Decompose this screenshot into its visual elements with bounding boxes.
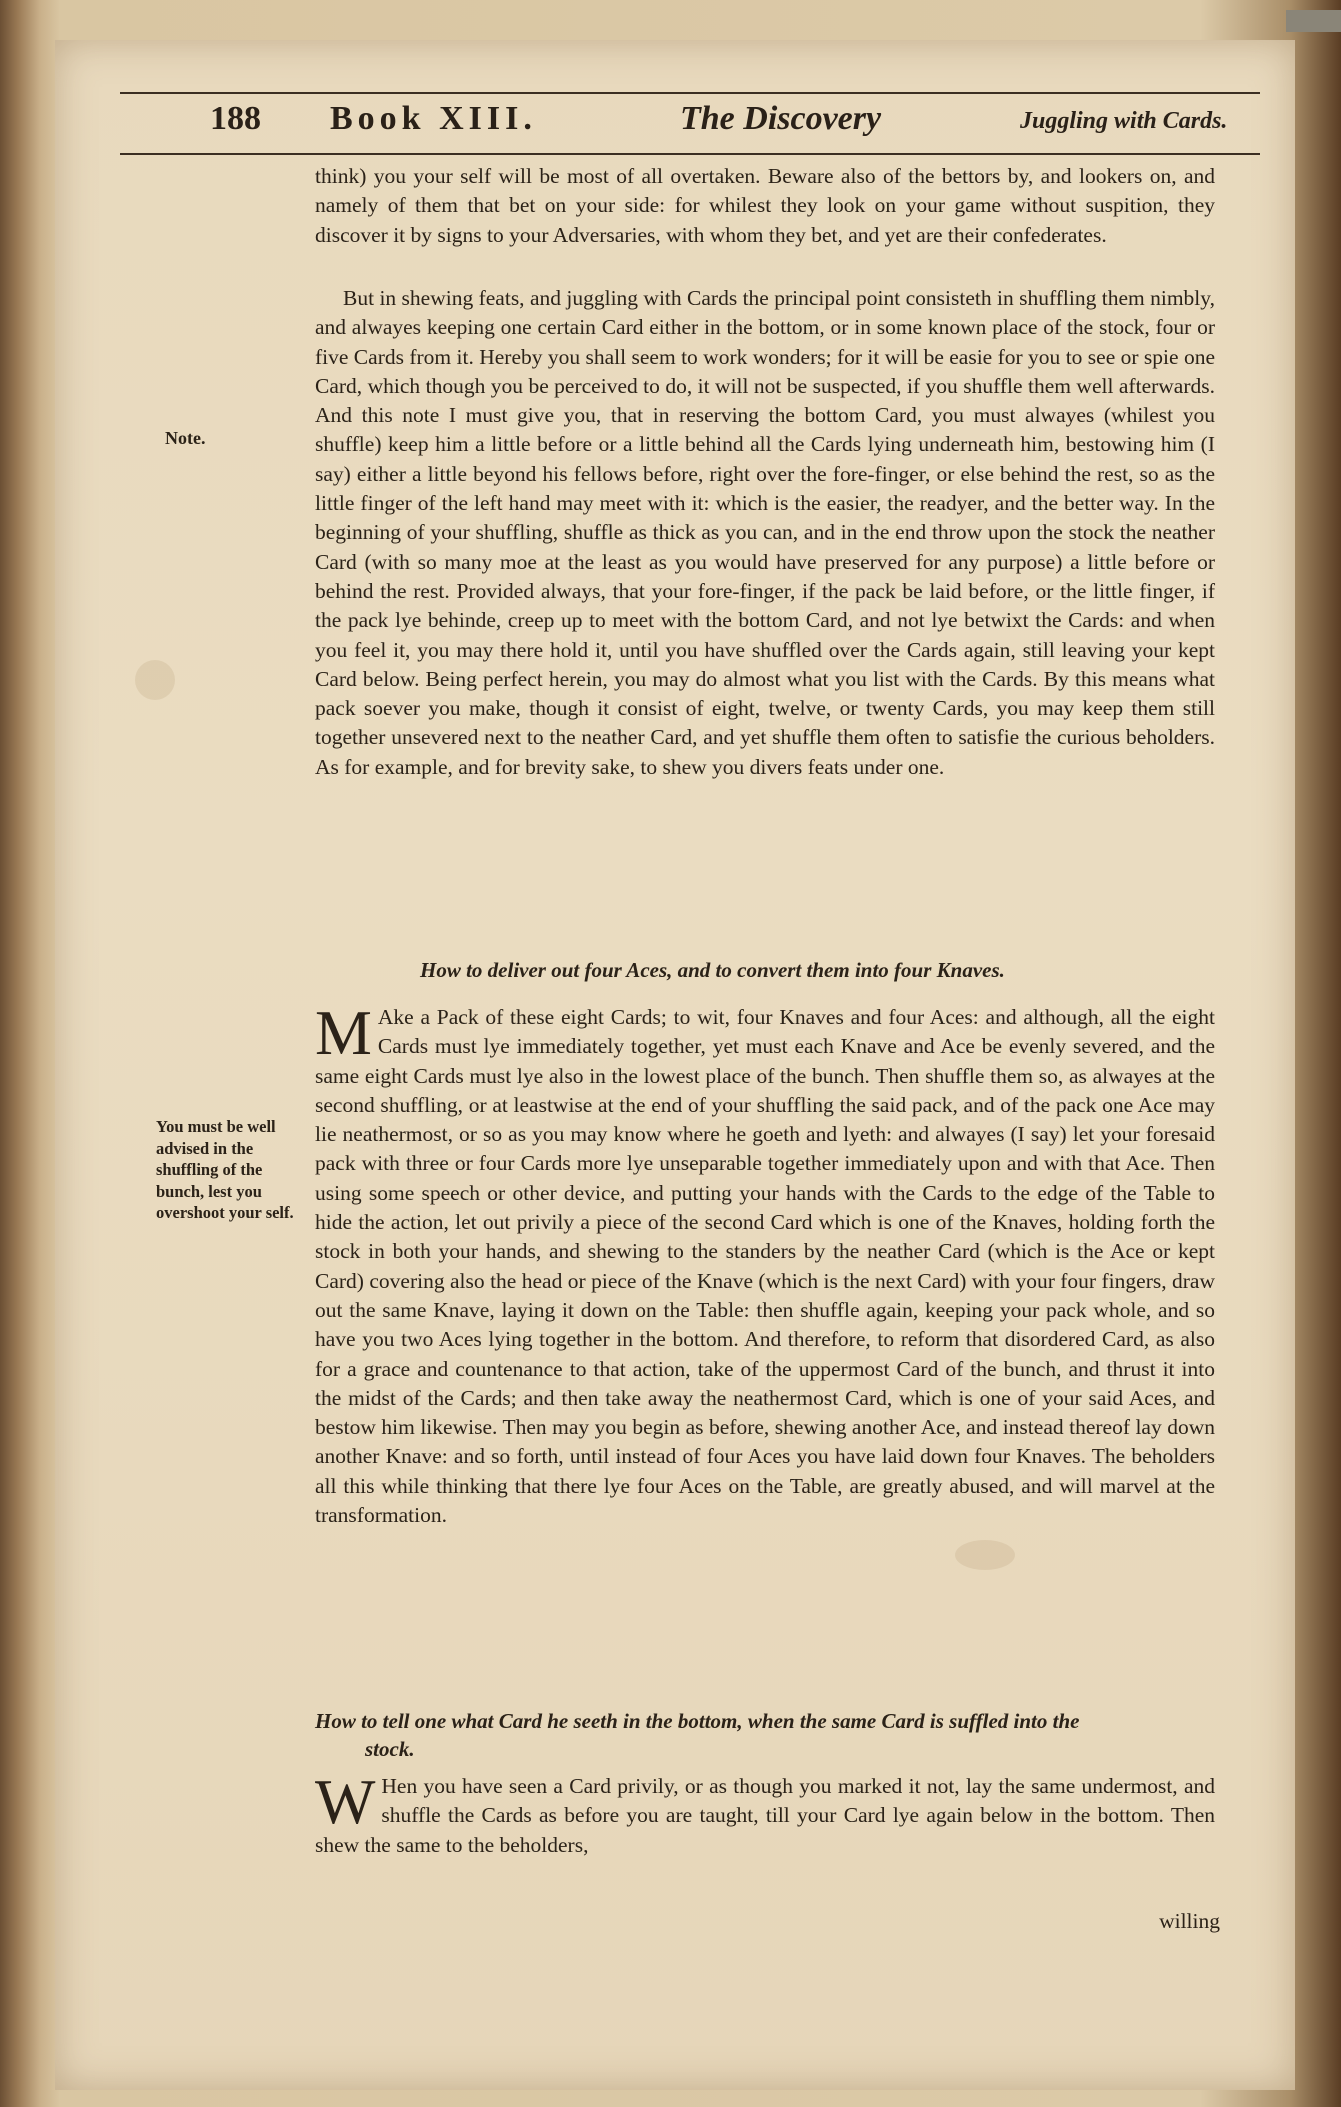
section-heading-bottom-card [315,1707,1215,1763]
running-title: The Discovery [680,100,882,137]
section-heading-line-1: How to tell one what Card he seeth in the bottom, when the same Card is suffled into the [315,1709,1080,1733]
drop-cap-w: W [315,1766,376,1837]
book-label: Book XIII. [330,100,537,137]
header-rule-bottom [120,153,1260,155]
paragraph-4 [315,1766,1215,1860]
running-subject: Juggling with Cards. [1020,108,1228,134]
header-rule-top [120,92,1260,94]
paper-stain [135,660,175,700]
section-heading-line-2: stock. [365,1737,415,1761]
paragraph-2: But in shewing feats, and juggling with Cards the principal point consisteth in shuffling them nimbly, and alwayes keeping one certain Card either in the bottom, or in some known place of the stock, four or five Cards from it. Hereby you shall seem to work wonders; for it will be easie for you to see or spie one Card, which though you be perceived to do, it will not be suspected, if you shuffle them well afterwards. And this note I must give you, that in reserving the bottom Card, you must alwayes (whilest you shuffle) keep him a little before or a little behind all the Cards lying underneath him, bestowing him (I say) either a little beyond his fellows before, right over the fore-finger, or else behind the rest, so as the little finger of the left hand may meet with it: which is the easier, the readyer, and the better way. In the beginning of your shuffling, shuffle as thick as you can, and in the end throw upon the stock the neather Card (with so many moe at the least as you would have preserved for any purpose) a little before or behind the rest. Provided always, that your fore-finger, if the pack be laid before, or the little finger, if the pack lye behinde, creep up to meet with the bottom Card, and not lye betwixt the Cards: and when you feel it, you may there hold it, until you have shuffled over the Cards again, still leaving your kept Card below. Being perfect herein, you may do almost what you list with the Cards. By this means what pack soever you make, though it consist of eight, twelve, or twenty Cards, you may keep them still together unsevered next to the neather Card, and yet shuffle them often to satisfie the curious beholders. As for example, and for brevity sake, to shew you divers feats under one. [315,286,1215,779]
running-head [120,100,1260,150]
margin-note-shuffling: You must be well advised in the shuffling of the bunch, lest you overshoot your self. [156,1117,294,1222]
section-heading-aces: How to deliver out four Aces, and to convert them into four Knaves. [420,958,1005,982]
page-number: 188 [210,100,261,137]
paper-stain [955,1540,1015,1570]
paragraph-4-text: Hen you have seen a Card privily, or as though you marked it not, lay the same undermost, and shuffle the Cards as before you are taught, till your Card lye again below in the bottom. Then shew the same to the beholders, [315,1774,1215,1857]
margin-note-note: Note. [165,428,206,448]
paragraph-3-text: Ake a Pack of these eight Cards; to wit, four Knaves and four Aces: and although, all the eight Cards must lye immediately together, yet must each Knave and Ace be evenly severed, and the same eight Cards must lye also in the lowest place of the bunch. Then shuffle them so, as alwayes at the second shuffling, or at leastwise at the end of your shuffling the said pack, and of the pack one Ace may lie neathermost, or so as you may know where he goeth and lyeth: and alwayes (I say) let your foresaid pack with three or four Cards more lye unseparable together immediately upon and with that Ace. Then using some speech or other device, and putting your hands with the Cards to the edge of the Table to hide the action, let out privily a piece of the second Card which is one of the Knaves, holding forth the stock in both your hands, and shewing to the standers by the neather Card (which is the Ace or kept Card) covering also the head or piece of the Knave (which is the next Card) with your four fingers, draw out the same Knave, laying it down on the Table: then shuffle again, keeping your pack whole, and so have you two Aces lying together in the bottom. And therefore, to reform that disordered Card, as also for a grace and countenance to that action, take of the uppermost Card of the bunch, and thrust it into the midst of the Cards; and then take away the neathermost Card, which is one of your said Aces, and bestow him likewise. Then may you begin as before, shewing another Ace, and instead thereof lay down another Knave: and so forth, until instead of four Aces you have laid down four Knaves. The beholders all this while thinking that there lye four Aces on the Table, are greatly abused, and will marvel at the transformation. [315,1005,1215,1528]
catchword: willing [1159,1909,1220,1933]
paragraph-1: think) you your self will be most of all overtaken. Beware also of the bettors by, and lookers on, and namely of them that bet on your side: for whilest they look on your game without suspition, they discover it by signs to your Adversaries, with whom they bet, and yet are their confederates. [315,164,1215,247]
drop-cap-m: M [315,997,372,1068]
page-corner-tab [1286,10,1341,32]
paragraph-3 [315,997,1215,1530]
